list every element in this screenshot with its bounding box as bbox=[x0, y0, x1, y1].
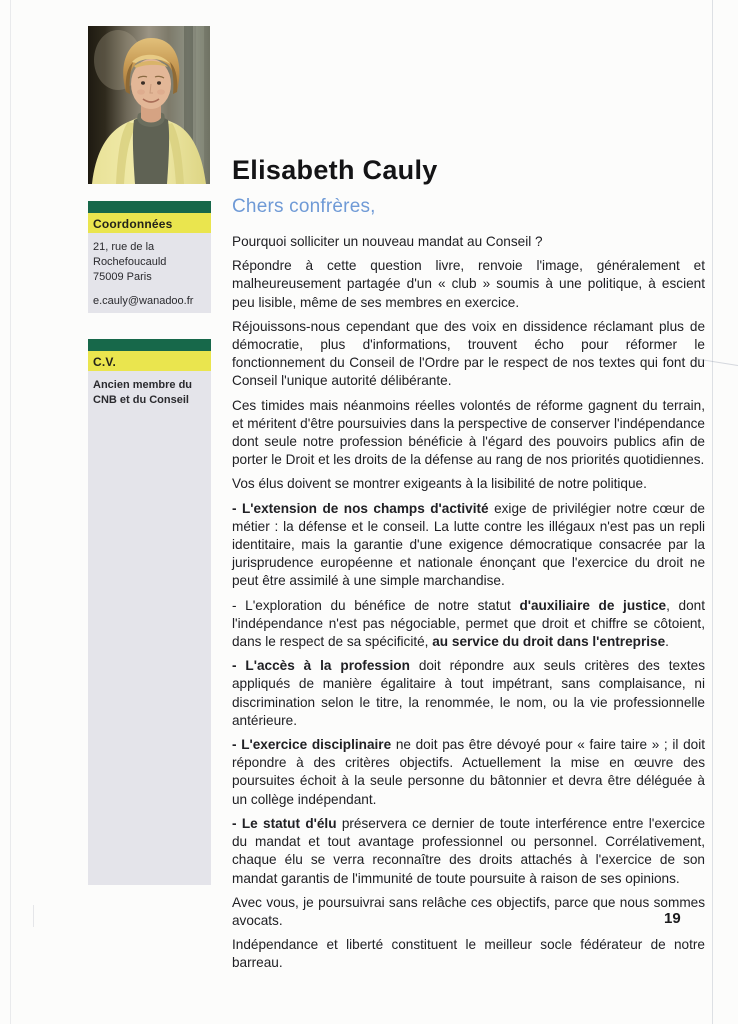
coordonnees-block bbox=[88, 201, 211, 313]
portrait-illustration bbox=[88, 26, 210, 184]
coordonnees-title-bar bbox=[88, 213, 211, 233]
cv-title-bar bbox=[88, 351, 211, 371]
address-line-2: 75009 Paris bbox=[93, 271, 152, 283]
candidate-name: Elisabeth Cauly bbox=[232, 155, 438, 185]
cv-panel bbox=[88, 371, 211, 885]
scan-edge-line-left bbox=[10, 0, 11, 1024]
cv-entry: Ancien membre du CNB et du Conseil bbox=[93, 379, 193, 406]
letter-paragraph: Répondre à cette question livre, renvoie l'image, généralement et malheureusement partagée d'un « club » soumis à une politique, à escient peu lisible, même de ses membres en exercice. bbox=[232, 258, 705, 310]
page-number: 19 bbox=[664, 910, 681, 927]
coordonnees-panel bbox=[88, 233, 211, 313]
address-line-1: 21, rue de la Rochefoucauld bbox=[93, 241, 167, 268]
cv-block bbox=[88, 339, 211, 885]
letter-paragraph: Réjouissons-nous cependant que des voix en dissidence réclamant plus de démocratie, plus d'informations, trouvent écho pour réformer le fonctionnement du Conseil de l'Ordre par le respect de nos textes qui font du Conseil l'unique autorité délibérante. bbox=[232, 318, 705, 389]
green-accent-bar bbox=[88, 201, 211, 213]
coordonnees-title: Coordonnées bbox=[93, 217, 173, 231]
letter-paragraph: - L'exploration du bénéfice de notre statut d'auxiliaire de justice, dont l'indépendance n'est pas négociable, permet que droit et chiffre se côtoient, dans le respect de sa spécificité, au service du droit dans l'entreprise. bbox=[232, 597, 705, 650]
letter-paragraph: - Le statut d'élu préservera ce dernier de toute interférence entre l'exercice du mandat et tout avantage professionnel ou personnel. Corrélativement, chaque élu se verra reconnaître des droits attachés à l'exercice de son mandat garantis de l'immunité de toute poursuite à raison de ses opinions. bbox=[232, 815, 706, 886]
letter-paragraph: Indépendance et liberté constituent le meilleur socle fédérateur de notre barreau. bbox=[232, 937, 705, 971]
portrait-photo bbox=[88, 26, 210, 184]
letter-paragraph: - L'extension de nos champs d'activité exige de privilégier notre cœur de métier : la défense et le conseil. La lutte contre les illégaux n'est pas un repli identitaire, mais la garantie d'une exigence démocratique consacrée par la jurisprudence européenne et nationale énonçant que l'exercice du droit ne peut être assimilé à une simple marchandise. bbox=[232, 500, 705, 589]
scan-edge-line-right bbox=[712, 0, 713, 1024]
cv-title: C.V. bbox=[93, 355, 117, 369]
letter-paragraph: Vos élus doivent se montrer exigeants à la lisibilité de notre politique. bbox=[232, 476, 647, 492]
salutation-heading: Chers confrères, bbox=[232, 196, 376, 217]
letter-body bbox=[232, 233, 705, 979]
email-text: e.cauly@wanadoo.fr bbox=[93, 295, 194, 307]
scan-noise-mark bbox=[33, 905, 34, 927]
letter-paragraph: - L'accès à la profession doit répondre aux seuls critères des textes appliqués de manière égalitaire à tout impétrant, sans complaisance, ni discrimination selon le titre, la renommée, le nom, ou la vie professionnelle antérieure. bbox=[232, 658, 706, 728]
green-accent-bar bbox=[88, 339, 211, 351]
letter-paragraph: Pourquoi solliciter un nouveau mandat au Conseil ? bbox=[232, 234, 543, 249]
letter-paragraph: Avec vous, je poursuivrai sans relâche ces objectifs, parce que nous sommes avocats. bbox=[232, 894, 705, 928]
letter-paragraph: Ces timides mais néanmoins réelles volontés de réforme gagnent du terrain, et méritent d'être poursuivies dans la perspective de conserver l'indépendance dont seule notre profession bénéficie à l'égard des pouvoirs publics afin de porter le Droit et les droits de la défense au rang de nos priorités quotidiennes. bbox=[232, 397, 705, 468]
letter-paragraph: - L'exercice disciplinaire ne doit pas être dévoyé pour « faire taire » ; il doit répondre à des critères objectifs. Actuellement la mise en œuvre des poursuites échoit à la seule personne du bâtonnier et devra être déléguée à un collège indépendant. bbox=[232, 737, 705, 807]
